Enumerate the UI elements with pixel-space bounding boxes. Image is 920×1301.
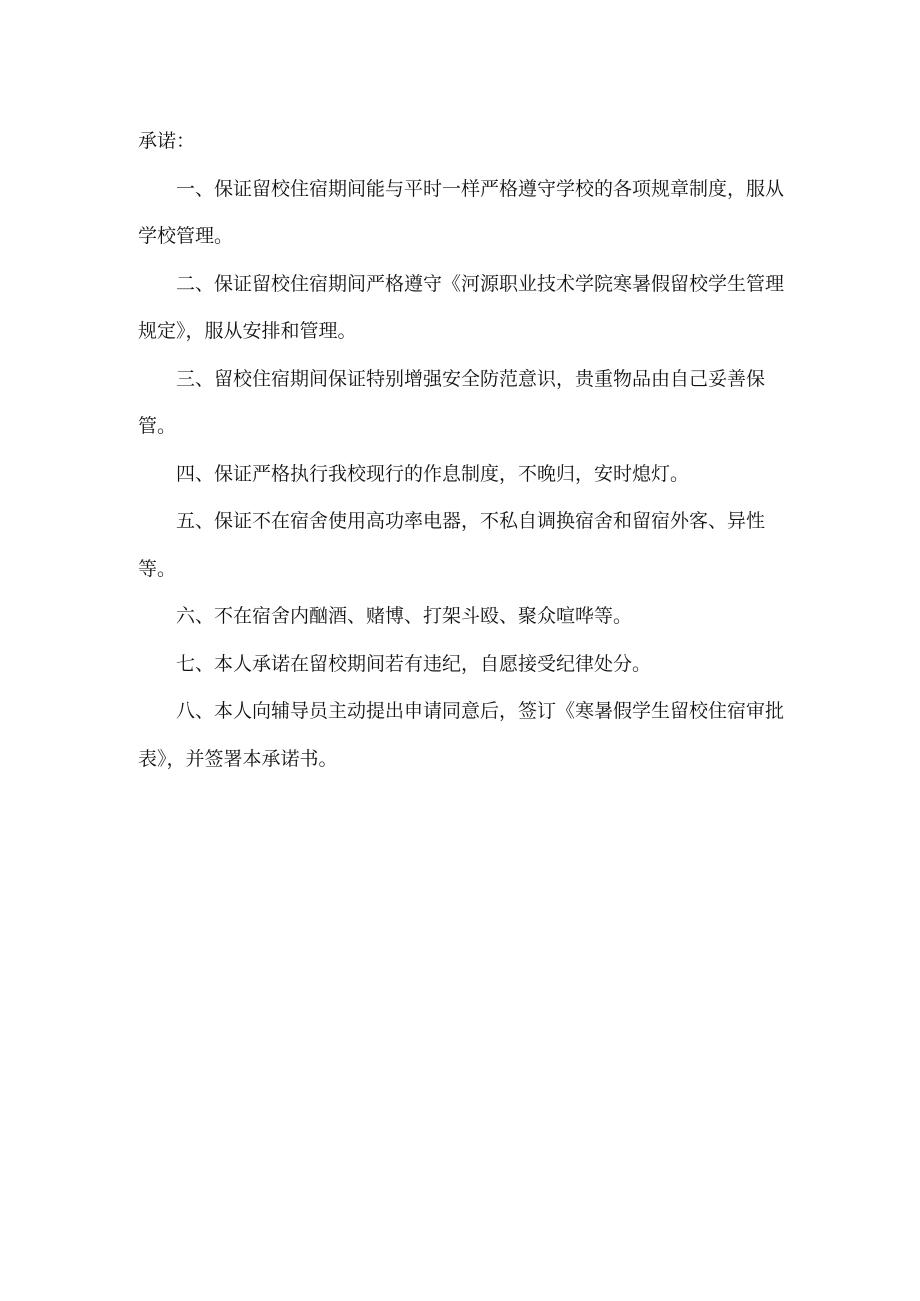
document-body: [138, 118, 798, 783]
commitment-item-1: 一、保证留校住宿期间能与平时一样严格遵守学校的各项规章制度，服从学校管理。: [138, 177, 785, 247]
commitment-item-3: 三、留校住宿期间保证特别增强安全防范意识，贵重物品由自己妥善保管。: [138, 367, 766, 437]
commitment-item-2: 二、保证留校住宿期间严格遵守《河源职业技术学院寒暑假留校学生管理规定》，服从安排和管理。: [138, 272, 785, 342]
commitment-item-6: 六、不在宿舍内酗酒、赌博、打架斗殴、聚众喧哗等。: [176, 605, 633, 627]
commitment-item-8: 八、本人向辅导员主动提出申请同意后，签订《寒暑假学生留校住宿审批表》，并签署本承诺书。: [138, 700, 785, 770]
intro-line: 承诺：: [138, 130, 196, 152]
commitment-item-5: 五、保证不在宿舍使用高功率电器，不私自调换宿舍和留宿外客、异性等。: [138, 510, 766, 580]
commitment-item-4: 四、保证严格执行我校现行的作息制度，不晚归，安时熄灯。: [176, 462, 690, 485]
commitment-item-7: 七、本人承诺在留校期间若有违纪，自愿接受纪律处分。: [176, 652, 652, 675]
